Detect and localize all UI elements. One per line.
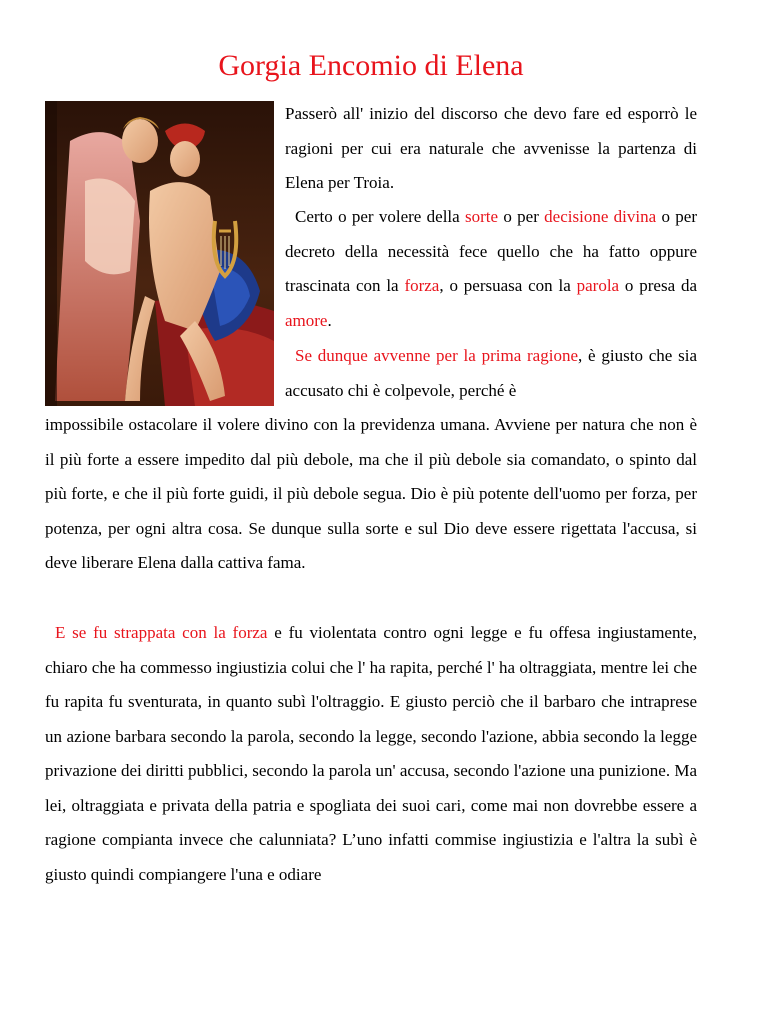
page-title: Gorgia Encomio di Elena bbox=[218, 49, 524, 82]
paragraph-causes bbox=[285, 200, 697, 338]
intro-text: Passerò all' inizio del discorso che devo fare ed esporrò le ragioni per cui era naturale che avvenisse la partenza di Elena per Troia. bbox=[285, 104, 697, 192]
causes-text-6: . bbox=[327, 310, 332, 330]
causes-text-1: Certo o per volere della bbox=[295, 207, 465, 226]
painting-paris-and-helen bbox=[45, 101, 274, 406]
highlight-strappata-forza: E se fu strappata con la forza bbox=[55, 623, 268, 642]
highlight-parola: parola bbox=[576, 276, 620, 295]
highlight-amore: amore bbox=[285, 310, 328, 330]
causes-text-3: o per decreto della necessità fece quello che ha fatto oppure trascinata con la bbox=[285, 207, 697, 295]
highlight-sorte: sorte bbox=[465, 207, 499, 226]
first-reason-text-full: impossibile ostacolare il volere divino con la previdenza umana. Avviene per natura che non è il più forte a essere impedito dal più debole, ma che il più debole sia comandato, o spinto dal più forte, e che il più forte guidi, il più debole segua. Dio è più potente dell'uomo per forza, per potenza, per ogni altra cosa. Se dunque sulla sorte e sul Dio deve essere rigettata l'accusa, si deve liberare Elena dalla cattiva fama. bbox=[45, 415, 697, 572]
causes-text-5: o presa da bbox=[619, 276, 697, 295]
painting-image bbox=[45, 101, 274, 406]
force-text: e fu violentata contro ogni legge e fu offesa ingiustamente, chiaro che ha commesso ingiustizia colui che l' ha rapita, perché l' ha oltraggiata, mentre lei che fu rapita fu sventurata, in quanto subì l'oltraggio. E giusto perciò che il barbaro che intraprese un azione barbara secondo la parola, secondo la legge, secondo l'azione, abbia secondo la legge privazione dei diritti pubblici, secondo la parola un' accusa, secondo l'azione una punizione. Ma lei, oltraggiata e privata della patria e spogliata dei suoi cari, come mai non dovrebbe essere a ragione compianta invece che calunniata? L’uno infatti commise ingiustizia e l'altra la subì è giusto quindi compiangere l'una e odiare bbox=[45, 623, 697, 884]
paragraph-first-reason-start bbox=[285, 339, 697, 408]
paragraph-first-reason-cont bbox=[45, 408, 697, 581]
highlight-prima-ragione: Se dunque avvenne per la prima ragione bbox=[295, 346, 579, 365]
causes-text-4: , o persuasa con la bbox=[439, 276, 577, 295]
highlight-decisione-divina: decisione divina bbox=[544, 207, 657, 226]
paragraph-intro bbox=[285, 97, 697, 201]
paragraph-force bbox=[45, 616, 697, 892]
highlight-forza: forza bbox=[404, 276, 440, 295]
causes-text-2: o per bbox=[498, 207, 545, 226]
first-reason-text-right: , è giusto che sia accusato chi è colpevole, perché è bbox=[285, 346, 697, 400]
